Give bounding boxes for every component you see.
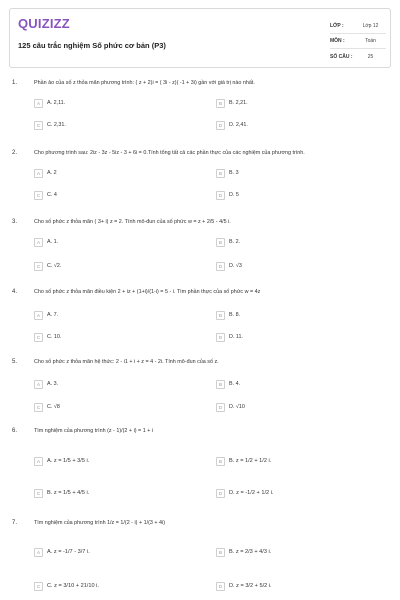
option-letter: D xyxy=(216,403,225,412)
option-c[interactable] xyxy=(34,120,66,130)
option-text: B. 2. xyxy=(229,239,241,245)
option-c[interactable] xyxy=(34,332,61,342)
option-text: B. 8. xyxy=(229,312,241,318)
meta-key: LỚP : xyxy=(330,23,344,29)
option-b[interactable] xyxy=(216,98,248,108)
option-a[interactable] xyxy=(34,98,65,108)
option-letter: B xyxy=(216,99,225,108)
option-c[interactable] xyxy=(34,190,57,200)
option-c[interactable] xyxy=(34,402,60,412)
option-b[interactable] xyxy=(216,237,240,247)
option-text: A. z = -1/7 - 3/7 i. xyxy=(47,549,90,555)
question-number: 6. xyxy=(12,428,18,434)
question-number: 1. xyxy=(12,80,18,86)
option-d[interactable] xyxy=(216,483,273,503)
option-c[interactable] xyxy=(34,261,61,271)
option-text: B. z = 1/2 + 1/2 i. xyxy=(229,458,272,464)
option-text: C. 10. xyxy=(47,334,62,340)
option-text: B. 3 xyxy=(229,170,239,176)
option-d[interactable] xyxy=(216,261,242,271)
meta-row-count xyxy=(330,49,386,64)
option-text: C. z = 3/10 + 21/10 i. xyxy=(47,583,99,589)
option-letter: A xyxy=(34,238,43,247)
option-letter: B xyxy=(216,311,225,320)
option-letter: D xyxy=(216,582,225,591)
option-letter: B xyxy=(216,548,225,557)
option-letter: D xyxy=(216,121,225,130)
option-text: D. 11. xyxy=(229,334,243,340)
option-letter: D xyxy=(216,489,225,498)
option-letter: C xyxy=(34,403,43,412)
option-d[interactable] xyxy=(216,402,245,412)
option-letter: A xyxy=(34,457,43,466)
option-text: B. 2,21. xyxy=(229,100,248,106)
option-letter: C xyxy=(34,191,43,200)
question-text: Cho số phức z thỏa mãn ( 3+ i) z = 2. Tính mô-đun của số phức w = z + 2/5 - 4/5 i. xyxy=(34,219,231,225)
quizizz-logo: QUIZIZZ xyxy=(18,16,70,31)
option-letter: B xyxy=(216,457,225,466)
question-number: 3. xyxy=(12,219,18,225)
question-number: 2. xyxy=(12,150,18,156)
option-letter: C xyxy=(34,489,43,498)
option-text: D. √10 xyxy=(229,404,245,410)
option-text: C. 4 xyxy=(47,192,57,198)
option-d[interactable] xyxy=(216,332,243,342)
option-letter: B xyxy=(216,169,225,178)
option-text: A. 3. xyxy=(47,381,59,387)
option-d[interactable] xyxy=(216,190,239,200)
option-letter: A xyxy=(34,548,43,557)
option-letter: B xyxy=(216,238,225,247)
option-letter: C xyxy=(34,262,43,271)
option-text: A. 1. xyxy=(47,239,59,245)
option-d[interactable] xyxy=(216,120,248,130)
meta-value: 25 xyxy=(367,53,374,60)
question-text: Cho số phức z thỏa mãn hệ thức: 2 - i1 + i + z = 4 - 2i. Tính mô-đun của số z. xyxy=(34,359,219,365)
meta-value: Lớp 12 xyxy=(362,23,379,29)
worksheet-header xyxy=(9,8,391,68)
question-text: Cho phương trình sau: 2iz - 3z - 5iz - 3 + 6i = 0.Tính tổng tất cả các phần thực của các nghiệm của phương trình. xyxy=(34,150,305,156)
option-b[interactable] xyxy=(216,168,239,178)
meta-value: Toán xyxy=(365,38,376,44)
option-letter: D xyxy=(216,333,225,342)
option-a[interactable] xyxy=(34,451,89,471)
question-text: Tìm nghiệm của phương trình (z - 1)/(2 + i) = 1 + i xyxy=(34,428,154,434)
option-b[interactable] xyxy=(216,379,240,389)
option-text: D. z = 3/2 + 5/2 i. xyxy=(229,583,272,589)
option-c[interactable] xyxy=(34,483,89,503)
question-text: Phần ảo của số z thỏa mãn phương trình: ( z + 2)i = ( 3i - z)( -1 + 3i) gần với giá trị nào nhất. xyxy=(34,80,255,86)
meta-key: SỐ CÂU : xyxy=(330,53,353,60)
option-d[interactable] xyxy=(216,576,272,596)
option-a[interactable] xyxy=(34,310,58,320)
option-letter: C xyxy=(34,582,43,591)
option-text: B. z = 1/5 + 4/5 i. xyxy=(47,490,90,496)
option-text: D. √3 xyxy=(229,263,242,269)
option-letter: D xyxy=(216,262,225,271)
option-letter: A xyxy=(34,311,43,320)
option-a[interactable] xyxy=(34,542,90,562)
option-text: B. 4. xyxy=(229,381,241,387)
option-text: C. √2. xyxy=(47,263,62,269)
option-text: B. z = 2/3 + 4/3 i. xyxy=(229,549,272,555)
option-text: C. 2,31. xyxy=(47,122,66,128)
option-a[interactable] xyxy=(34,379,58,389)
option-letter: A xyxy=(34,380,43,389)
question-number: 7. xyxy=(12,520,18,526)
option-letter: C xyxy=(34,333,43,342)
option-text: A. z = 1/5 + 3/5 i. xyxy=(47,458,90,464)
option-letter: D xyxy=(216,191,225,200)
option-a[interactable] xyxy=(34,168,57,178)
option-b[interactable] xyxy=(216,451,271,471)
option-text: A. 2,11. xyxy=(47,100,66,106)
option-text: A. 7. xyxy=(47,312,59,318)
meta-row-class xyxy=(330,19,386,34)
option-letter: B xyxy=(216,380,225,389)
option-b[interactable] xyxy=(216,542,271,562)
option-text: D. 2,41. xyxy=(229,122,248,128)
option-b[interactable] xyxy=(216,310,240,320)
meta-row-subject xyxy=(330,34,386,49)
meta-key: MÔN : xyxy=(330,38,345,44)
option-text: C. √8 xyxy=(47,404,60,410)
option-letter: A xyxy=(34,99,43,108)
option-c[interactable] xyxy=(34,576,99,596)
option-letter: A xyxy=(34,169,43,178)
option-letter: C xyxy=(34,121,43,130)
question-text: Tìm nghiệm của phương trình 1/z = 1/(2 - i) + 1/(3 + 4i) xyxy=(34,520,166,526)
question-number: 4. xyxy=(12,289,18,295)
option-text: D. z = -1/2 + 1/2 i. xyxy=(229,490,274,496)
question-text: Cho số phức z thỏa mãn điều kiện 2 + iz + (1+i)/(1-i) = 5 - i. Tìm phần thực của số phức w = 4z xyxy=(34,289,261,295)
meta-table xyxy=(330,19,386,64)
question-number: 5. xyxy=(12,359,18,365)
page-title: 125 câu trắc nghiệm Số phức cơ bản (P3) xyxy=(18,41,166,50)
option-text: A. 2 xyxy=(47,170,57,176)
option-a[interactable] xyxy=(34,237,58,247)
option-text: D. 5 xyxy=(229,192,239,198)
